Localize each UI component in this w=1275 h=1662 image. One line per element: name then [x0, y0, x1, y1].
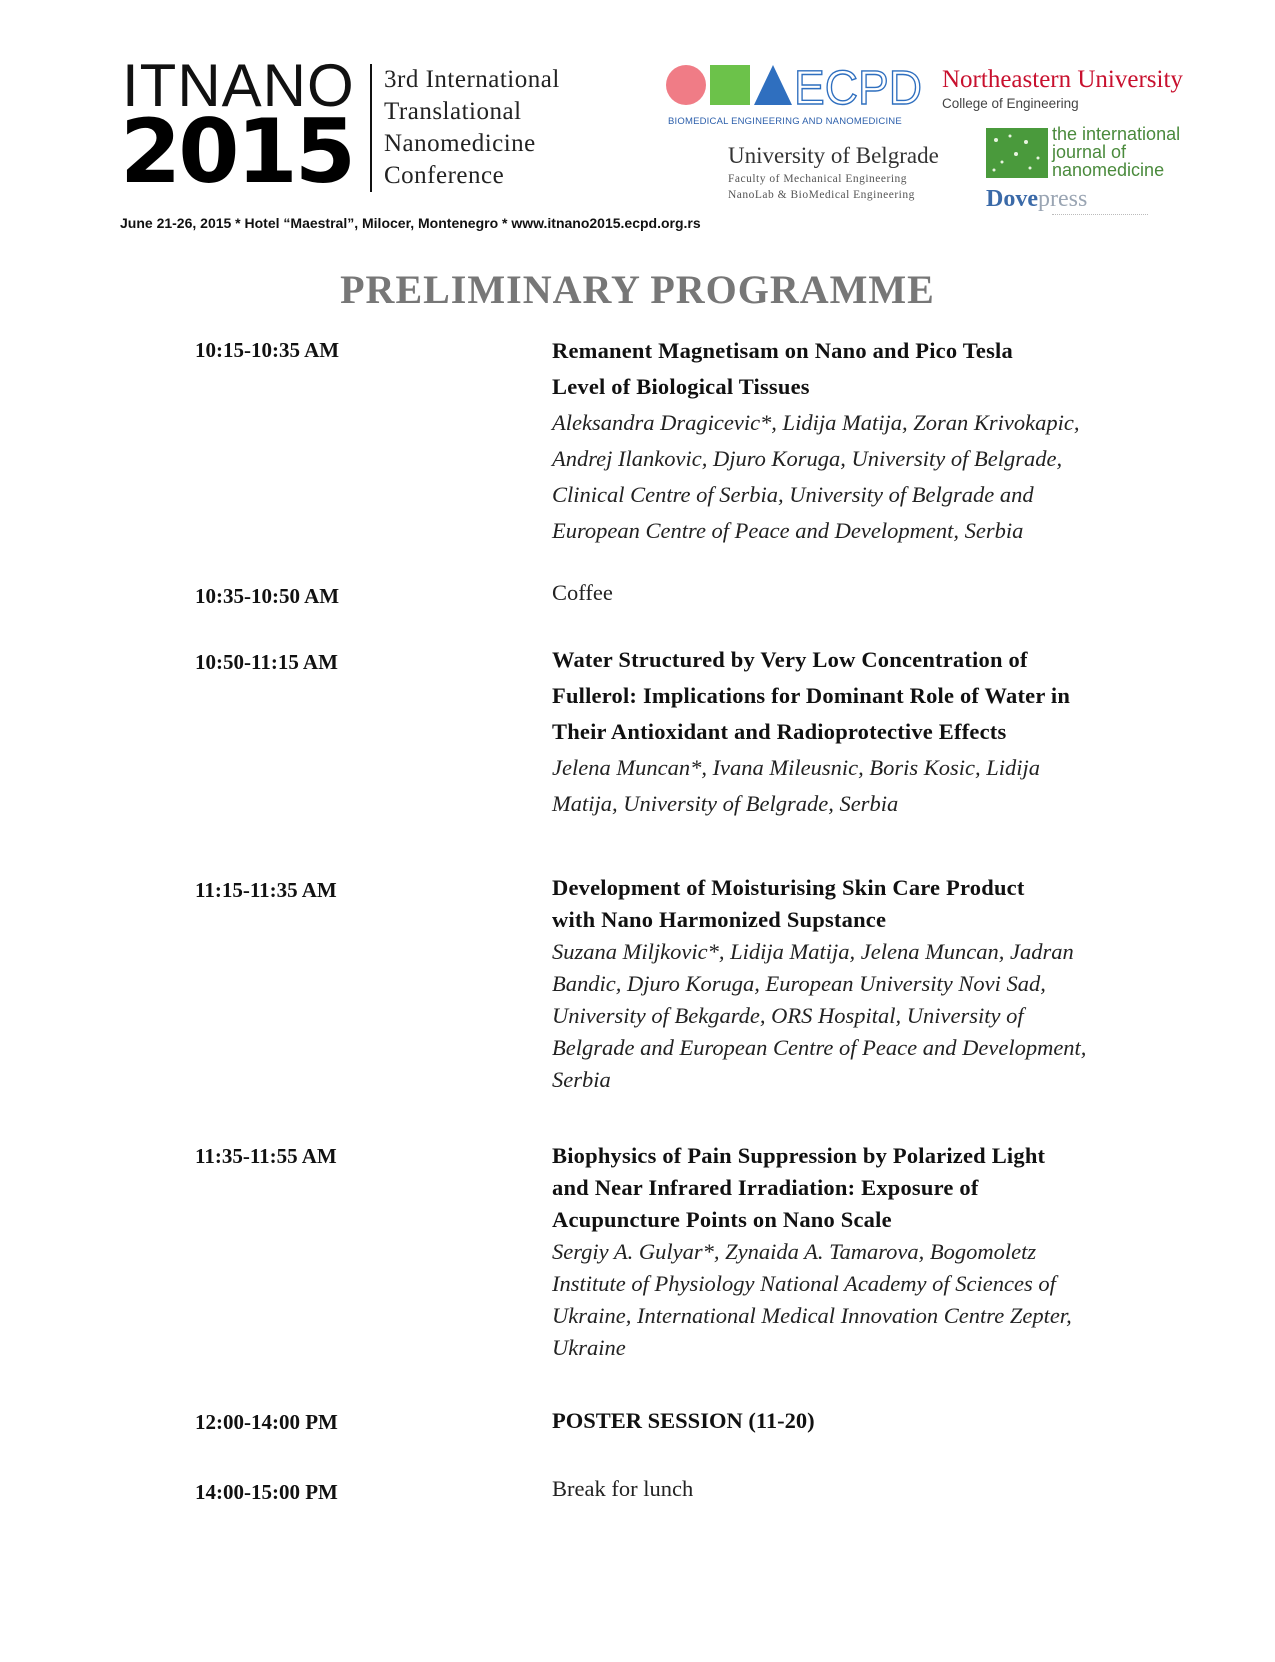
belgrade-name: University of Belgrade: [728, 143, 939, 168]
itnano-logo-year: 2015: [120, 100, 353, 203]
talk-title-line: and Near Infrared Irradiation: Exposure of: [552, 1175, 979, 1200]
journal-logo-icon: [986, 128, 1048, 178]
ecpd-square-shape: [710, 65, 750, 105]
talk-authors: [552, 1236, 1124, 1364]
talk-author-line: Sergiy A. Gulyar*, Zynaida A. Tamarova, Bogomoletz: [552, 1239, 1037, 1264]
ecpd-logo: [666, 62, 926, 112]
break-label: Coffee: [552, 580, 613, 605]
journal-line-1: the international: [1052, 124, 1181, 144]
session-time: 12:00-14:00 PM: [195, 1410, 338, 1434]
talk-authors: [552, 750, 1124, 822]
session-time: 10:50-11:15 AM: [195, 650, 338, 674]
talk-author-line: Jelena Muncan*, Ivana Mileusnic, Boris Kosic, Lidija: [552, 755, 1041, 780]
conference-dateline: June 21-26, 2015 * Hotel “Maestral”, Milocer, Montenegro * www.itnano2015.ecpd.org.rs: [120, 215, 701, 231]
talk-title: [552, 1140, 1124, 1236]
ecpd-subtitle: BIOMEDICAL ENGINEERING AND NANOMEDICINE: [668, 116, 902, 127]
talk-authors: [552, 936, 1124, 1096]
talk-title-line: Development of Moisturising Skin Care Product: [552, 875, 1025, 900]
northeastern-college: College of Engineering: [942, 96, 1079, 111]
talk-author-line: Institute of Physiology National Academy of Sciences of: [552, 1271, 1056, 1296]
talk-author-line: Belgrade and European Centre of Peace and Development,: [552, 1035, 1087, 1060]
talk-title-line: Fullerol: Implications for Dominant Role of Water in: [552, 683, 1071, 708]
talk-author-line: Aleksandra Dragicevic*, Lidija Matija, Zoran Krivokapic,: [552, 410, 1080, 435]
talk-author-line: University of Bekgarde, ORS Hospital, University of: [552, 1003, 1024, 1028]
dovepress-part-2: press: [1037, 186, 1088, 212]
talk-title-line: with Nano Harmonized Supstance: [552, 907, 887, 932]
logo-divider: [370, 64, 372, 192]
talk-author-line: Ukraine, International Medical Innovation Centre Zepter,: [552, 1303, 1072, 1328]
belgrade-line-2: NanoLab & BioMedical Engineering: [728, 189, 915, 201]
session-time: 11:15-11:35 AM: [195, 878, 337, 902]
talk-title: [552, 642, 1124, 750]
talk-author-line: Bandic, Djuro Koruga, European University Novi Sad,: [552, 971, 1046, 996]
talk-title-line: Biophysics of Pain Suppression by Polarized Light: [552, 1143, 1046, 1168]
conference-line: Translational: [384, 98, 522, 125]
northeastern-name: Northeastern University: [942, 66, 1183, 93]
talk-title: [552, 872, 1124, 936]
talk-author-line: Ukraine: [552, 1335, 626, 1360]
session-entry: [552, 642, 1124, 822]
session-time: 10:35-10:50 AM: [195, 584, 340, 608]
talk-author-line: Serbia: [552, 1067, 611, 1092]
session-entry: [552, 872, 1124, 1096]
journal-line-2: journal of: [1052, 142, 1127, 162]
talk-title-line: Their Antioxidant and Radioprotective Effects: [552, 719, 1007, 744]
session-time: 10:15-10:35 AM: [195, 338, 340, 362]
talk-title-line: Acupuncture Points on Nano Scale: [552, 1207, 892, 1232]
session-time: 11:35-11:55 AM: [195, 1144, 337, 1168]
journal-line-3: nanomedicine: [1052, 160, 1165, 180]
talk-title-line: Remanent Magnetisam on Nano and Pico Tesla: [552, 338, 1013, 363]
dovepress-logo: [986, 186, 1087, 213]
dovepress-part-1: Dove: [986, 186, 1038, 212]
journal-name: [1052, 125, 1180, 179]
session-entry: [552, 333, 1124, 549]
break-label: Break for lunch: [552, 1476, 694, 1501]
dovepress-tagline-mark: [1052, 214, 1148, 217]
talk-author-line: Andrej Ilankovic, Djuro Koruga, University of Belgrade,: [552, 446, 1063, 471]
talk-author-line: Suzana Miljkovic*, Lidija Matija, Jelena Muncan, Jadran: [552, 939, 1074, 964]
talk-authors: [552, 405, 1124, 549]
conference-line: Conference: [384, 162, 505, 189]
talk-title-line: Level of Biological Tissues: [552, 374, 810, 399]
itnano-logo-text: ITNANO: [122, 52, 355, 119]
ecpd-circle-shape: [666, 65, 706, 105]
poster-session-label: POSTER SESSION (11-20): [552, 1408, 815, 1433]
ecpd-triangle-shape: [754, 65, 792, 105]
conference-line: 3rd International: [384, 66, 560, 93]
page-title: PRELIMINARY PROGRAMME: [340, 267, 935, 312]
talk-author-line: European Centre of Peace and Development, Serbia: [552, 518, 1024, 543]
belgrade-line-1: Faculty of Mechanical Engineering: [728, 173, 908, 185]
session-entry: [552, 1140, 1124, 1364]
session-time: 14:00-15:00 PM: [195, 1480, 338, 1504]
talk-author-line: Clinical Centre of Serbia, University of Belgrade and: [552, 482, 1034, 507]
talk-title: [552, 333, 1124, 405]
talk-title-line: Water Structured by Very Low Concentration of: [552, 647, 1028, 672]
conference-name: [384, 64, 560, 192]
ecpd-name: ECPD: [794, 62, 922, 112]
conference-line: Nanomedicine: [384, 130, 536, 157]
talk-author-line: Matija, University of Belgrade, Serbia: [552, 791, 899, 816]
page-header: [0, 0, 1275, 240]
